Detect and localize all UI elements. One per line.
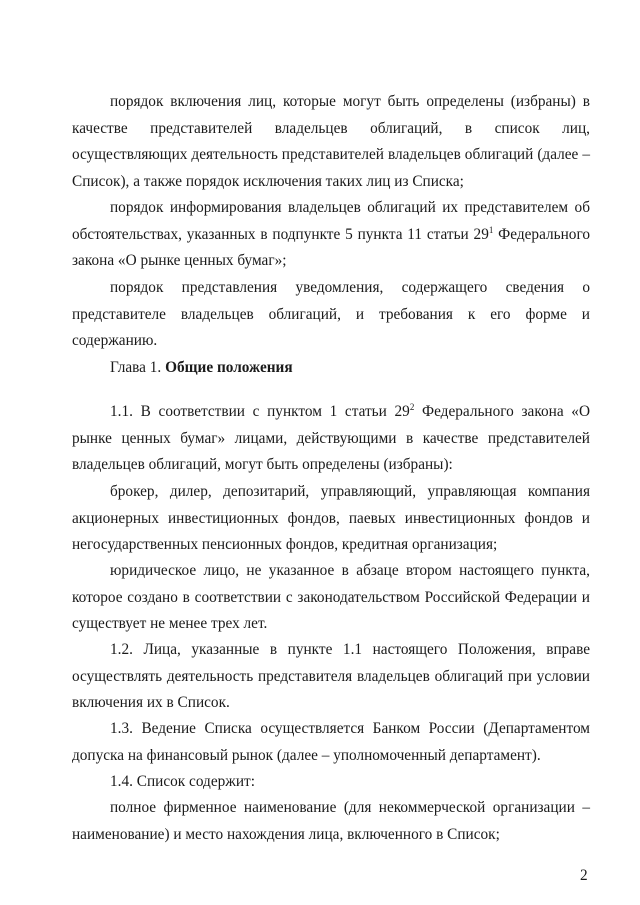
superscript: 2 <box>409 402 415 412</box>
page-number: 2 <box>580 867 588 884</box>
paragraph-1-3: 1.3. Ведение Списка осуществляется Банком России (Департаментом допуска на финансовый рынок (далее – уполномоченный департамент). <box>72 720 590 764</box>
chapter-title: Общие положения <box>165 359 293 376</box>
paragraph-text: Федерального закона «О рынке ценных бумаг»; <box>72 225 590 269</box>
paragraph-inclusion-order: порядок включения лиц, которые могут быть определены (избраны) в качестве представителей владельцев облигаций, в список лиц, осуществляющих деятельность представителей владельцев облигаций (далее – Список), а также порядок исключения таких лиц из Списка; <box>72 93 590 190</box>
paragraph-1-2: 1.2. Лица, указанные в пункте 1.1 настоящего Положения, вправе осуществлять деятельность представителя владельцев облигаций при условии включения их в Список. <box>72 641 590 711</box>
chapter-prefix: Глава 1. <box>110 359 166 376</box>
paragraph-entity-types: брокер, дилер, депозитарий, управляющий, управляющая компания акционерных инвестиционных фондов, паевых инвестиционных фондов и негосударственных пенсионных фондов, кредитная организация; <box>72 483 590 553</box>
paragraph-1-1 <box>72 399 590 479</box>
paragraph-text: порядок информирования владельцев облигаций их представителем об обстоятельствах, указанных в подпункте 5 пункта 11 статьи 29 <box>72 199 590 243</box>
paragraph-informing-order <box>72 195 590 275</box>
paragraph-full-name: полное фирменное наименование (для некоммерческой организации – наименование) и место нахождения лица, включенного в Список; <box>72 799 590 843</box>
paragraph-1-4: 1.4. Список содержит: <box>110 773 255 790</box>
paragraph-notification-order: порядок представления уведомления, содержащего сведения о представителе владельцев облигаций, и требования к его форме и содержанию. <box>72 279 590 349</box>
paragraph-legal-entity: юридическое лицо, не указанное в абзаце втором настоящего пункта, которое создано в соответствии с законодательством Российской Федерации и существует не менее трех лет. <box>72 562 590 632</box>
superscript: 1 <box>488 224 494 235</box>
paragraph-text: Федерального закона «О рынке ценных бумаг» лицами, действующими в качестве представителей владельцев облигаций, могут быть определены (избраны): <box>72 403 590 473</box>
chapter-heading <box>110 355 293 381</box>
paragraph-text: 1.1. В соответствии с пунктом 1 статьи 29 <box>110 403 410 420</box>
